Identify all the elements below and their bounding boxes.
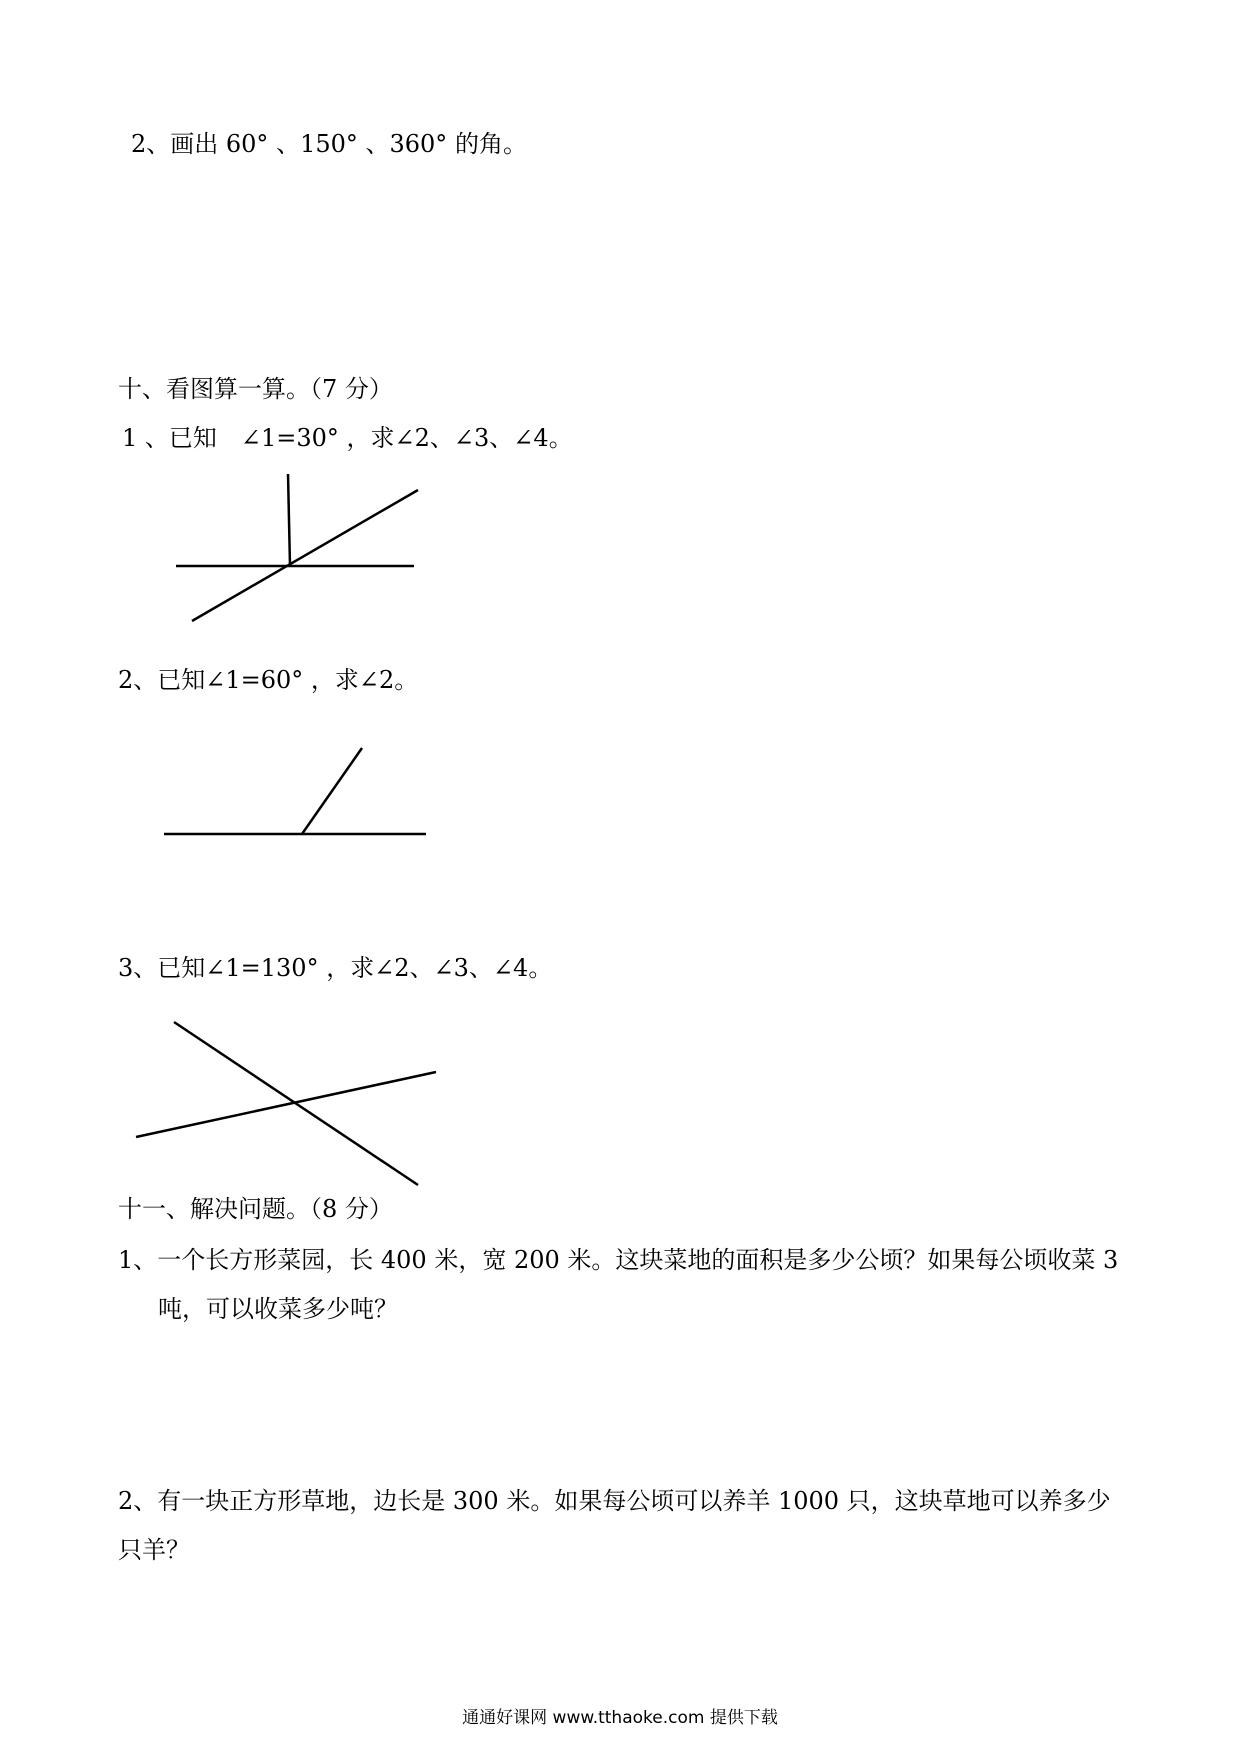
figure-10-3-line-b [136,1072,436,1137]
section-10-heading: 十、看图算一算。（7 分） [118,375,393,403]
footer-source: 通通好课网 www.tthaoke.com 提供下载 [462,1708,778,1728]
question-10-2: 2、已知∠1=60° ，求∠2。 [118,666,419,694]
section-11-heading: 十一、解决问题。（8 分） [118,1195,393,1223]
question-11-1-line-1: 1、一个长方形菜园，长 400 米，宽 200 米。这块菜地的面积是多少公顷？如果每公顷收菜 3 [118,1246,1119,1274]
question-11-2-line-1: 2、有一块正方形草地，边长是 300 米。如果每公顷可以养羊 1000 只，这块草地可以养多少 [118,1487,1111,1515]
question-draw-angles: 2、画出 60° 、150° 、360° 的角。 [131,130,527,158]
question-11-2-line-2: 只羊？ [118,1536,190,1564]
question-11-1-line-2: 吨，可以收菜多少吨？ [158,1295,398,1323]
question-10-3: 3、已知∠1=130° ，求∠2、∠3、∠4。 [118,954,553,982]
question-10-1: 1 、已知 ∠1=30° ，求∠2、∠3、∠4。 [122,424,573,452]
